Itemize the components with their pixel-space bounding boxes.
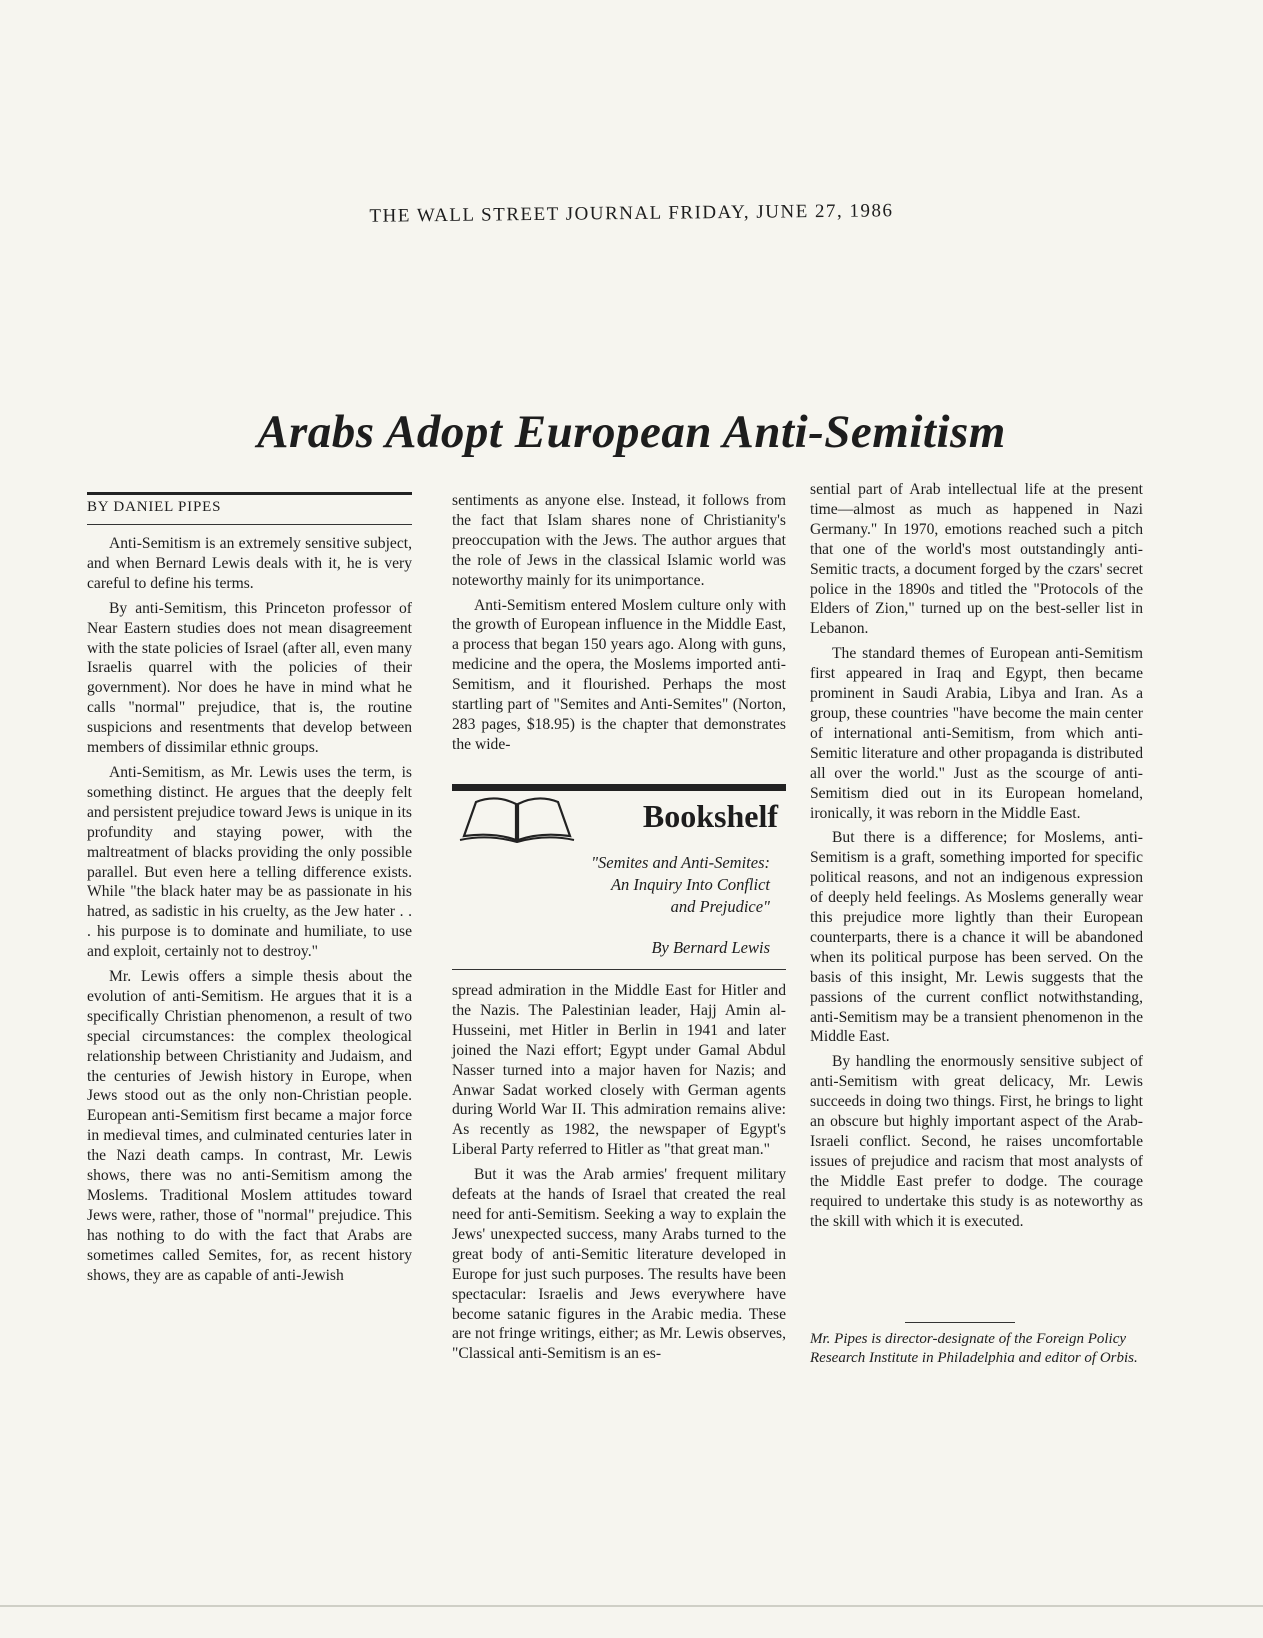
byline-bottom-rule — [87, 524, 412, 525]
book-author: By Bernard Lewis — [651, 938, 770, 957]
book-title-line: An Inquiry Into Conflict — [610, 875, 770, 894]
book-title-line: "Semites and Anti-Semites: — [591, 853, 770, 872]
headline: Arabs Adopt European Anti-Semitism — [257, 406, 1006, 458]
paragraph: By handling the enormously sensitive subject of anti-Semitism with great delicacy, Mr. Lewis succeeds in doing two things. First, he brings to light an obscure but highly important aspect of the Arab-Israeli conflict. Second, he raises uncomfortable issues of prejudice and racism that most analysts of the Middle East prefer to dodge. The courage required to undertake this study is as noteworthy as the skill with which it is executed. — [810, 1053, 1143, 1230]
paragraph: But there is a difference; for Moslems, anti-Semitism is a graft, something imported for specific political reasons, and not an indigenous expression of deeply held feelings. As Moslems generally wear this prejudice more lightly than their European counterparts, there is a chance it will be abandoned when its political purpose has been served. On the basis of this insight, Mr. Lewis suggests that the passions of the current conflict notwithstanding, anti-Semitism may be a transient phenomenon in the Middle East. — [810, 829, 1143, 1046]
end-rule — [905, 1322, 1015, 1323]
paragraph: But it was the Arab armies' frequent military defeats at the hands of Israel that created the real need for anti-Semitism. Seeking a way to explain the Jews' unexpected success, many Arabs turned to the great body of anti-Semitic literature developed in Europe for just such purposes. The results have been spectacular: Israelis and Jews everywhere have become satanic figures in the Arabic media. These are not fringe writings, either; as Mr. Lewis observes, "Classical anti-Semitism is an es- — [452, 1166, 786, 1363]
byline-top-rule — [87, 492, 412, 495]
paragraph: Anti-Semitism entered Moslem culture only with the growth of European influence in the Middle East, a process that began 150 years ago. Along with guns, medicine and the opera, the Moslems imported anti-Semitism, and it flourished. Perhaps the most startling part of "Semites and Anti-Semites" (Norton, 283 pages, $18.95) is the chapter that demonstrates the wide- — [452, 596, 786, 753]
paragraph: By anti-Semitism, this Princeton professor of Near Eastern studies does not mean disagreement with the state policies of Israel (after all, even many Israelis quarrel with the policies of their government). Nor does he have in mind what he calls "normal" prejudice, that is, the routine suspicions and resentments that develop between members of dissimilar ethnic groups. — [87, 599, 412, 757]
bookshelf-box — [452, 784, 786, 972]
paragraph: sential part of Arab intellectual life at the present time—almost as much as happened in Nazi Germany." In 1970, emotions reached such a pitch that one of the world's most outstandingly anti-Semitic tracts, a document forged by the czars' secret police in the 1890s and titled the "Protocols of the Elders of Zion," turned up on the best-seller list in Lebanon. — [810, 481, 1143, 638]
paragraph: sentiments as anyone else. Instead, it follows from the fact that Islam shares none of Christianity's preoccupation with the Jews. The author argues that the role of Jews in the classical Islamic world was noteworthy mainly for its unimportance. — [452, 492, 786, 589]
paragraph: Anti-Semitism is an extremely sensitive subject, and when Bernard Lewis deals with it, he is very careful to define his terms. — [87, 535, 412, 592]
column-2-bottom — [452, 981, 786, 1369]
book-title — [450, 852, 770, 918]
scan-edge-line — [0, 1605, 1263, 1607]
paragraph: The standard themes of European anti-Semitism first appeared in Iraq and Egypt, then became prominent in Saudi Arabia, Libya and Iran. As a group, these countries "have become the main center of international anti-Semitism, from which anti-Semitic literature and other propaganda is distributed all over the world." Just as the scourge of anti-Semitism died out in its European homeland, ironically, it was reborn in the Middle East. — [810, 645, 1143, 822]
book-title-line: and Prejudice" — [670, 897, 770, 916]
bookshelf-bottom-rule — [452, 969, 786, 970]
paragraph: Anti-Semitism, as Mr. Lewis uses the term, is something distinct. He argues that the deeply felt and persistent prejudice toward Jews is unique in its profundity and staying power, with the maltreatment of blacks providing the only possible parallel. But even here a telling difference exists. While "the black hater may be as passionate in his hatred, as sadistic in his cruelty, as the Jew hater . . . his purpose is to dominate and humiliate, to use and exploit, certainly not to destroy." — [87, 763, 412, 961]
paragraph: spread admiration in the Middle East for Hitler and the Nazis. The Palestinian leader, Hajj Amin al-Husseini, met Hitler in Berlin in 1941 and later joined the Nazi effort; Egypt under Gamal Abdul Nasser turned into a major haven for Nazis; and Anwar Sadat worked closely with German agents during World War II. This admiration remains alive: As recently as 1982, the newspaper of Egypt's Liberal Party referred to Hitler as "that great man." — [452, 982, 786, 1159]
masthead: THE WALL STREET JOURNAL FRIDAY, JUNE 27, 1986 — [369, 200, 894, 227]
author-tagline: Mr. Pipes is director-designate of the Foreign Policy Research Institute in Philadelphia and editor of Orbis. — [810, 1331, 1138, 1366]
column-2-top — [452, 491, 786, 760]
bookshelf-top-bar — [452, 784, 786, 791]
bookshelf-label: Bookshelf — [642, 798, 778, 834]
column-3 — [810, 480, 1143, 1237]
column-1 — [87, 534, 412, 1291]
paragraph: Mr. Lewis offers a simple thesis about the evolution of anti-Semitism. He argues that it is a specifically Christian phenomenon, a result of two special circumstances: the complex theological relationship between Christianity and Judaism, and the centuries of Jewish history in Europe, when Jews stood out as the only non-Christian people. European anti-Semitism first became a major force in medieval times, and culminated centuries later in the Nazi death camps. In contrast, Mr. Lewis shows, there was no anti-Semitism among the Moslems. Traditional Moslem attitudes toward Jews were, rather, those of "normal" prejudice. This has nothing to do with the fact that Arabs are sometimes called Semites, for, as recent history shows, they are as capable of anti-Jewish — [87, 968, 412, 1284]
open-book-icon — [458, 792, 576, 844]
byline: BY DANIEL PIPES — [87, 499, 222, 515]
